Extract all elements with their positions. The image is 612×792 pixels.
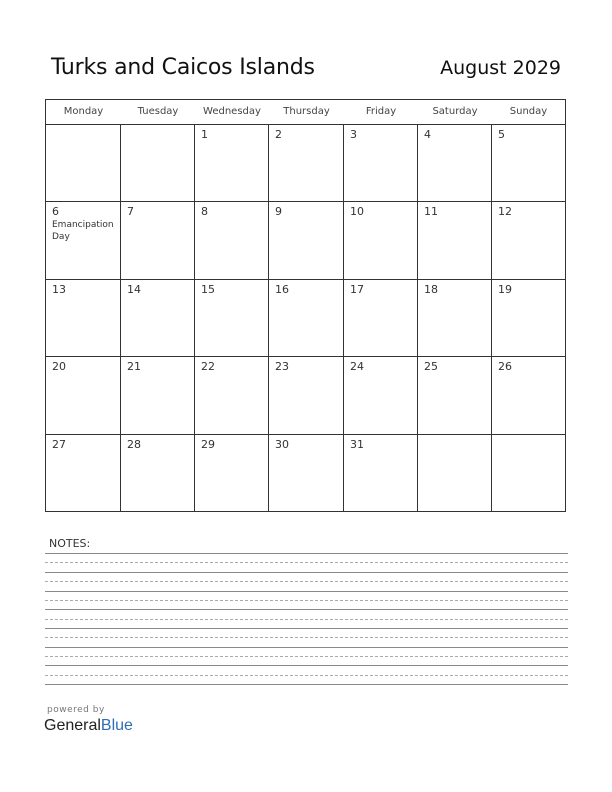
calendar-day-cell[interactable] [46, 435, 121, 512]
day-number: 5 [498, 128, 505, 141]
day-number: 31 [350, 438, 364, 451]
calendar-country-title: Turks and Caicos Islands [51, 55, 315, 80]
calendar-body [46, 125, 565, 512]
day-number: 7 [127, 205, 134, 218]
calendar-day-cell[interactable] [418, 435, 492, 512]
weekday-tuesday: Tuesday [137, 106, 179, 117]
calendar-day-cell[interactable] [344, 202, 418, 280]
note-line [45, 684, 568, 685]
day-number: 1 [201, 128, 208, 141]
calendar-grid [45, 99, 566, 512]
calendar-day-cell[interactable] [492, 125, 565, 202]
weekday-monday: Monday [63, 106, 104, 117]
day-number: 18 [424, 283, 438, 296]
day-number: 15 [201, 283, 215, 296]
calendar-day-cell[interactable] [492, 357, 565, 435]
calendar-day-cell[interactable] [46, 125, 121, 202]
note-line-dashed [45, 600, 568, 601]
day-number: 22 [201, 360, 215, 373]
calendar-day-cell[interactable] [418, 202, 492, 280]
day-number: 29 [201, 438, 215, 451]
calendar-day-cell[interactable] [121, 125, 195, 202]
brand-blue: Blue [100, 717, 133, 734]
note-line [45, 591, 568, 592]
calendar-day-cell[interactable] [46, 202, 121, 280]
note-line-dashed [45, 581, 568, 582]
calendar-day-cell[interactable] [492, 280, 565, 357]
note-line-dashed [45, 619, 568, 620]
calendar-day-cell[interactable] [121, 280, 195, 357]
day-number: 11 [424, 205, 438, 218]
day-number: 26 [498, 360, 512, 373]
day-number: 30 [275, 438, 289, 451]
note-line [45, 665, 568, 666]
note-line-dashed [45, 637, 568, 638]
calendar-day-cell[interactable] [418, 125, 492, 202]
note-line [45, 628, 568, 629]
day-number: 19 [498, 283, 512, 296]
calendar-day-cell[interactable] [121, 357, 195, 435]
calendar-day-cell[interactable] [492, 202, 565, 280]
day-number: 12 [498, 205, 512, 218]
powered-by-text: powered by [47, 705, 105, 715]
day-number: 4 [424, 128, 431, 141]
calendar-day-cell[interactable] [418, 280, 492, 357]
calendar-day-cell[interactable] [344, 280, 418, 357]
day-number: 2 [275, 128, 282, 141]
note-line-dashed [45, 656, 568, 657]
calendar-day-cell[interactable] [418, 357, 492, 435]
calendar-day-cell[interactable] [121, 435, 195, 512]
note-line [45, 553, 568, 554]
generalblue-logo[interactable] [44, 717, 133, 735]
weekday-friday: Friday [365, 106, 397, 117]
day-number: 25 [424, 360, 438, 373]
weekday-wednesday: Wednesday [203, 106, 261, 117]
note-line [45, 647, 568, 648]
note-line-dashed [45, 675, 568, 676]
day-number: 24 [350, 360, 364, 373]
weekday-header-row [46, 100, 565, 125]
calendar-day-cell[interactable] [269, 125, 344, 202]
calendar-day-cell[interactable] [344, 435, 418, 512]
day-number: 8 [201, 205, 208, 218]
day-number: 17 [350, 283, 364, 296]
day-number: 23 [275, 360, 289, 373]
day-number: 9 [275, 205, 282, 218]
day-number: 14 [127, 283, 141, 296]
day-number: 27 [52, 438, 66, 451]
calendar-day-cell[interactable] [269, 435, 344, 512]
day-number: 3 [350, 128, 357, 141]
day-number: 16 [275, 283, 289, 296]
calendar-day-cell[interactable] [121, 202, 195, 280]
calendar-day-cell[interactable] [195, 202, 269, 280]
weekday-thursday: Thursday [283, 106, 330, 117]
calendar-day-cell[interactable] [344, 125, 418, 202]
calendar-day-cell[interactable] [269, 357, 344, 435]
calendar-day-cell[interactable] [269, 280, 344, 357]
day-number: 20 [52, 360, 66, 373]
calendar-day-cell[interactable] [46, 280, 121, 357]
brand-general: General [44, 717, 101, 734]
day-number: 28 [127, 438, 141, 451]
day-number: 21 [127, 360, 141, 373]
calendar-month-title: August 2029 [440, 57, 561, 79]
calendar-day-cell[interactable] [492, 435, 565, 512]
calendar-day-cell[interactable] [195, 125, 269, 202]
weekday-sunday: Sunday [509, 106, 548, 117]
calendar-day-cell[interactable] [344, 357, 418, 435]
calendar-day-cell[interactable] [195, 280, 269, 357]
note-line-dashed [45, 562, 568, 563]
day-number: 10 [350, 205, 364, 218]
calendar-day-cell[interactable] [195, 435, 269, 512]
calendar-day-cell[interactable] [195, 357, 269, 435]
notes-label: NOTES: [49, 537, 91, 550]
day-number: 6 [52, 205, 59, 218]
weekday-saturday: Saturday [432, 106, 478, 117]
day-number: 13 [52, 283, 66, 296]
holiday-label: Emancipation Day [52, 220, 114, 242]
note-line [45, 572, 568, 573]
calendar-day-cell[interactable] [46, 357, 121, 435]
note-line [45, 609, 568, 610]
calendar-day-cell[interactable] [269, 202, 344, 280]
